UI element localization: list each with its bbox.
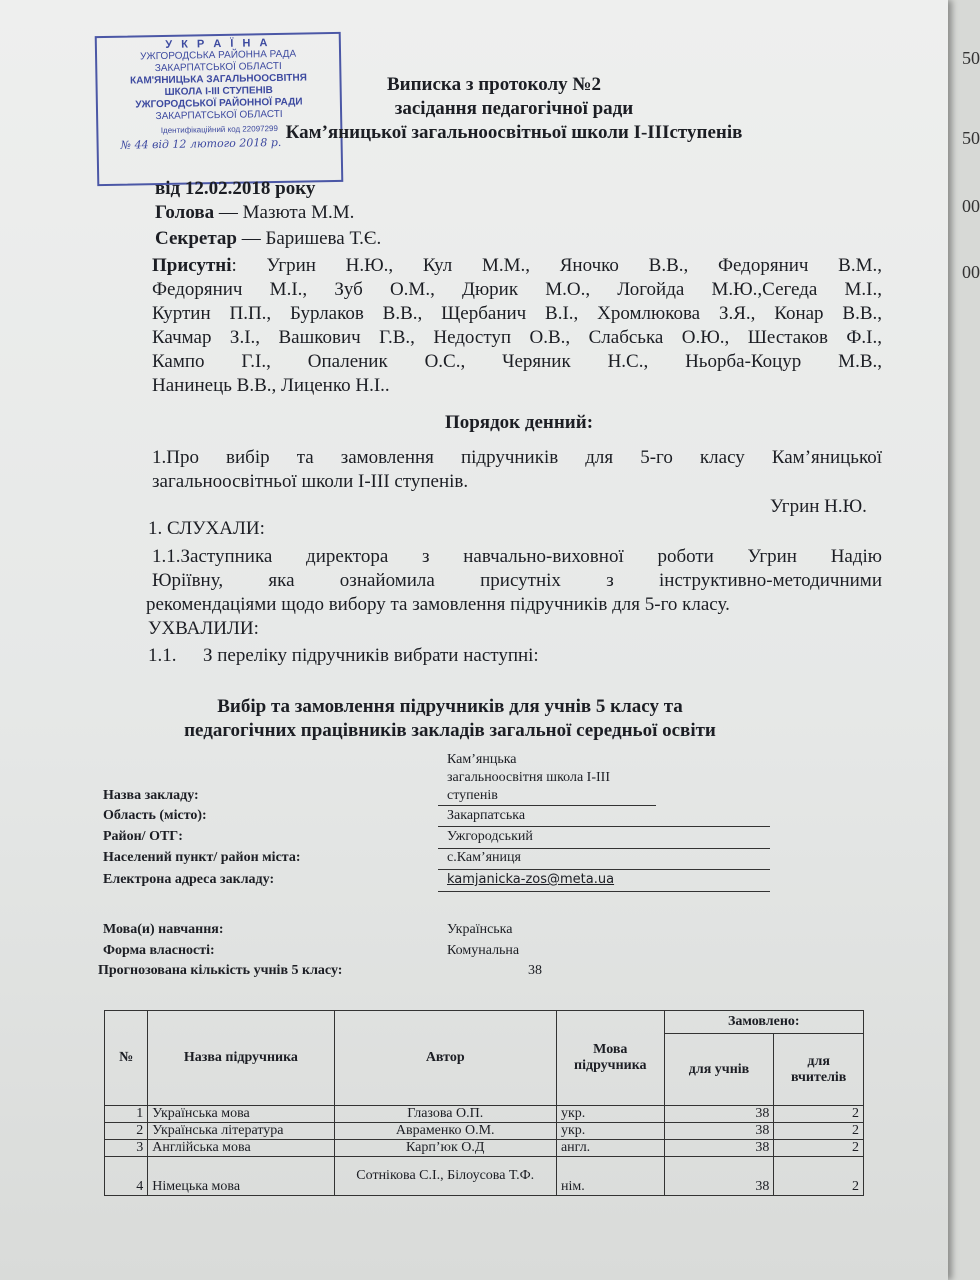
table-cell: 38 [664, 1123, 774, 1140]
table-header: для учнів [664, 1034, 774, 1106]
agenda-title: Порядок денний: [444, 412, 594, 433]
ownership-label: Форма власності: [103, 943, 215, 958]
stamp-line: ЗАКАРПАТСЬКОЇ ОБЛАСТІ [155, 108, 283, 123]
heard-text: 1.1.Заступника директора з навчально-виховної роботи Угрин Надію [152, 546, 882, 567]
stamp-line: ЗАКАРПАТСЬКОЇ ОБЛАСТІ [154, 60, 282, 75]
students-value: 38 [528, 963, 542, 978]
present-line: Куртин П.П., Бурлаков В.В., Щербанич В.І., Хромлюкова З.Я., Конар В.В., [152, 303, 882, 324]
table-cell: укр. [556, 1123, 664, 1140]
table-cell: 2 [774, 1106, 864, 1123]
meeting-date: від 12.02.2018 року [155, 178, 316, 199]
table-cell: 2 [774, 1157, 864, 1196]
chair-line [155, 202, 354, 224]
stamp-line: УЖГОРОДСЬКОЇ РАЙОННОЇ РАДИ [135, 96, 303, 111]
heard-title: 1. СЛУХАЛИ: [148, 518, 265, 539]
present-line: Качмар З.І., Вашкович Г.В., Недоступ О.В., Слабська О.Ю., Шестаков Ф.І., [152, 327, 882, 348]
stamp-line: УЖГОРОДСЬКА РАЙОННА РАДА [139, 48, 297, 63]
field-underline [438, 805, 656, 806]
present-line: Кампо Г.І., Опаленик О.С., Черяник Н.С., Ньорба-Коцур М.В., [152, 351, 882, 372]
stamp-line: КАМ'ЯНИЦЬКА ЗАГАЛЬНООСВІТНЯ [129, 72, 307, 87]
table-cell: Німецька мова [148, 1157, 334, 1196]
table-cell: нім. [556, 1157, 664, 1196]
table-cell: англ. [556, 1140, 664, 1157]
chair-value: — Мазюта М.М. [214, 202, 355, 223]
language-label: Мова(и) навчання: [103, 922, 224, 937]
secretary-value: — Баришева Т.Є. [236, 228, 382, 249]
table-header: Назва підручника [148, 1011, 334, 1106]
secretary-label: Секретар [155, 228, 237, 249]
table-header: Мова підручника [556, 1011, 664, 1106]
settlement-value: с.Кам’яниця [447, 850, 521, 865]
table-row [105, 1157, 864, 1196]
table-row [105, 1106, 864, 1123]
settlement-label: Населений пункт/ район міста: [103, 850, 301, 865]
region-value: Закарпатська [447, 808, 526, 823]
email-value: kamjanicka-zos@meta.ua [447, 872, 615, 887]
school-value: Кам’янцька [447, 752, 517, 767]
table-cell: 38 [664, 1140, 774, 1157]
present-label: Присутні [152, 255, 232, 276]
background-fragment: 50 [962, 48, 980, 68]
table-cell: Карп’юк О.Д [334, 1140, 556, 1157]
chair-label: Голова [155, 202, 215, 223]
table-header: Автор [334, 1011, 556, 1106]
field-underline [438, 826, 770, 827]
decided-item-text: З переліку підручників вибрати наступні: [203, 645, 539, 666]
agenda-item: загальноосвітньої школи І-ІІІ ступенів. [152, 471, 469, 492]
district-value: Ужгородський [447, 829, 533, 844]
table-cell: Глазова О.П. [334, 1106, 556, 1123]
decided-title: УХВАЛИЛИ: [148, 618, 259, 639]
stamp-handwritten-number: № 44 від 12 лютого 2018 р. [120, 135, 282, 152]
table-header: № [105, 1011, 148, 1106]
table-cell: 38 [664, 1157, 774, 1196]
email-label: Електрона адреса закладу: [103, 872, 275, 887]
table-header: Замовлено: [664, 1011, 863, 1034]
table-row [105, 1140, 864, 1157]
present-line: Нанинець В.В., Лиценко Н.І.. [152, 375, 390, 396]
region-label: Область (місто): [103, 808, 207, 823]
present-line: Присутні: Угрин Н.Ю., Кул М.М., Яночко В.В., Федорянич В.М., [152, 255, 882, 276]
table-header: для вчителів [774, 1034, 864, 1106]
heard-text: рекомендаціями щодо вибору та замовлення підручників для 5-го класу. [146, 594, 730, 615]
table-cell: 2 [774, 1123, 864, 1140]
agenda-speaker: Угрин Н.Ю. [770, 496, 867, 517]
table-cell: 2 [105, 1123, 148, 1140]
field-underline [438, 848, 770, 849]
school-value: загальноосвітня школа І-ІІІ [447, 770, 610, 785]
document-title: Виписка з протоколу №2 [386, 74, 602, 95]
table-cell: 1 [105, 1106, 148, 1123]
table-cell: Сотнікова С.І., Білоусова Т.Ф. [334, 1157, 556, 1196]
textbook-table [104, 1010, 864, 1196]
school-name: Кам’яницької загальноосвітньої школи І-ІІІступенів [285, 122, 743, 143]
school-label: Назва закладу: [103, 788, 199, 803]
agenda-item: 1.Про вибір та замовлення підручників для 5-го класу Кам’яницької [152, 447, 882, 468]
document-subtitle: засідання педагогічної ради [394, 98, 634, 119]
language-value: Українська [447, 922, 513, 937]
field-underline [438, 869, 770, 870]
table-cell: Авраменко О.М. [334, 1123, 556, 1140]
background-fragment: 00 [962, 196, 980, 216]
secretary-line [155, 228, 381, 250]
stamp-line: У К Р А Ї Н А [165, 37, 271, 51]
table-cell: 4 [105, 1157, 148, 1196]
stamp-line: ШКОЛА І-ІІІ СТУПЕНІВ [164, 85, 273, 98]
table-cell: Українська мова [148, 1106, 334, 1123]
district-label: Район/ ОТГ: [103, 829, 183, 844]
table-cell: 2 [774, 1140, 864, 1157]
table-cell: Українська література [148, 1123, 334, 1140]
table-cell: 3 [105, 1140, 148, 1157]
table-cell: 38 [664, 1106, 774, 1123]
background-fragment: 00 [962, 262, 980, 282]
field-underline [438, 891, 770, 892]
background-fragment: 50 [962, 128, 980, 148]
form-subtitle: педагогічних працівників закладів загальної середньої освіти [184, 720, 716, 741]
table-cell: укр. [556, 1106, 664, 1123]
decided-item-number: 1.1. [148, 645, 177, 666]
school-value: ступенів [447, 788, 498, 803]
ownership-value: Комунальна [447, 943, 520, 958]
students-label: Прогнозована кількість учнів 5 класу: [98, 963, 343, 978]
present-line: Федорянич М.І., Зуб О.М., Дюрик М.О., Логойда М.Ю.,Сегеда М.І., [152, 279, 882, 300]
table-row [105, 1123, 864, 1140]
table-cell: Англійська мова [148, 1140, 334, 1157]
heard-text: Юріївну, яка ознайомила присутніх з інструктивно-методичними [152, 570, 882, 591]
form-title: Вибір та замовлення підручників для учнів 5 класу та [217, 696, 683, 717]
stamp-id-code: Ідентифікаційний код 22097299 [160, 123, 278, 136]
